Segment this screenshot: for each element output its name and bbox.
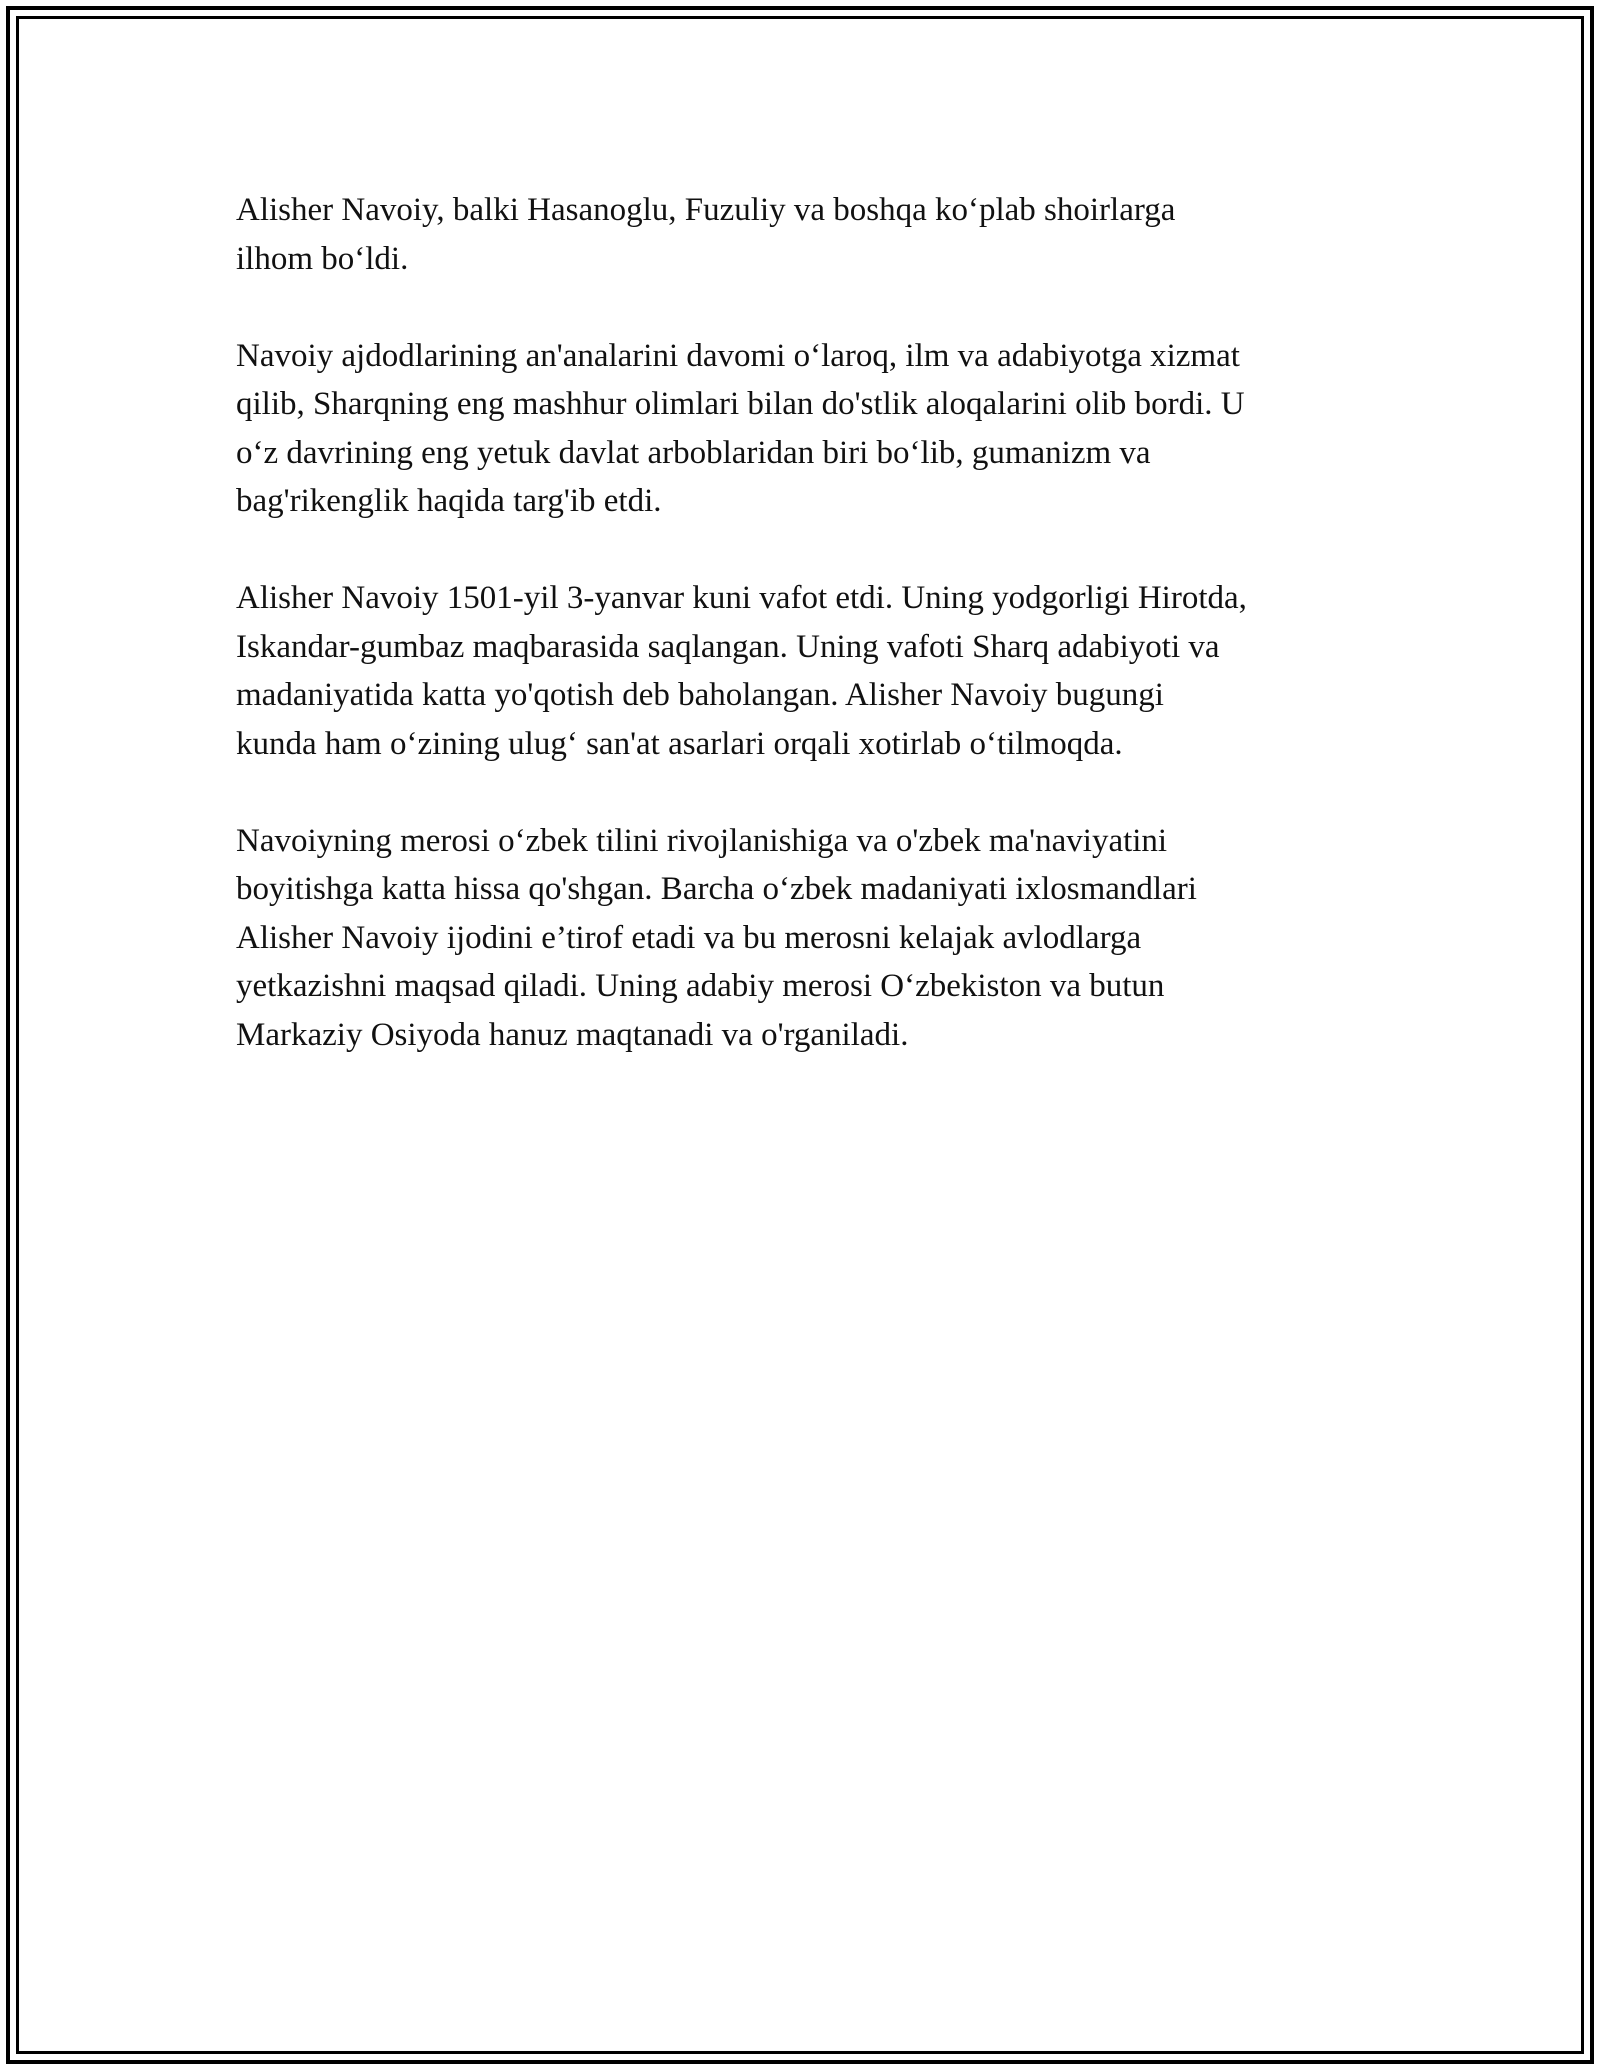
text-line: Alisher Navoiy ijodini e’tirof etadi va bu merosni kelajak avlodlarga bbox=[236, 919, 1142, 956]
text-line: Markaziy Osiyoda hanuz maqtanadi va o'rganiladi. bbox=[236, 1016, 909, 1053]
text-line: kunda ham o‘zining ulug‘ san'at asarlari orqali xotirlab o‘tilmoqda. bbox=[236, 725, 1123, 762]
text-line: Iskandar-gumbaz maqbarasida saqlangan. Uning vafoti Sharq adabiyoti va bbox=[236, 628, 1220, 665]
text-line: Alisher Navoiy, balki Hasanoglu, Fuzuliy va boshqa ko‘plab shoirlarga bbox=[236, 192, 1176, 228]
text-line: boyitishga katta hissa qo'shgan. Barcha o‘zbek madaniyati ixlosmandlari bbox=[236, 871, 1197, 907]
paragraph-2 bbox=[236, 332, 1386, 526]
text-line: qilib, Sharqning eng mashhur olimlari bilan do'stlik aloqalarini olib bordi. U bbox=[236, 386, 1245, 422]
text-line: ilhom bo‘ldi. bbox=[236, 240, 409, 277]
text-line: yetkazishni maqsad qiladi. Uning adabiy merosi O‘zbekiston va butun bbox=[236, 968, 1165, 1004]
paragraph-1 bbox=[236, 186, 1386, 283]
text-line: Alisher Navoiy 1501-yil 3-yanvar kuni vafot etdi. Uning yodgorligi Hirotda, bbox=[236, 580, 1247, 616]
paragraph-3 bbox=[236, 574, 1386, 768]
text-line: madaniyatida katta yo'qotish deb baholangan. Alisher Navoiy bugungi bbox=[236, 677, 1164, 713]
document-body bbox=[236, 186, 1386, 1108]
text-line: Navoiyning merosi o‘zbek tilini rivojlanishiga va o'zbek ma'naviyatini bbox=[236, 822, 1168, 859]
paragraph-4 bbox=[236, 817, 1386, 1060]
text-line: Navoiy ajdodlarining an'analarini davomi o‘laroq, ilm va adabiyotga xizmat bbox=[236, 337, 1240, 374]
text-line: o‘z davrining eng yetuk davlat arboblaridan biri bo‘lib, gumanizm va bbox=[236, 434, 1151, 471]
text-line: bag'rikenglik haqida targ'ib etdi. bbox=[236, 483, 662, 519]
